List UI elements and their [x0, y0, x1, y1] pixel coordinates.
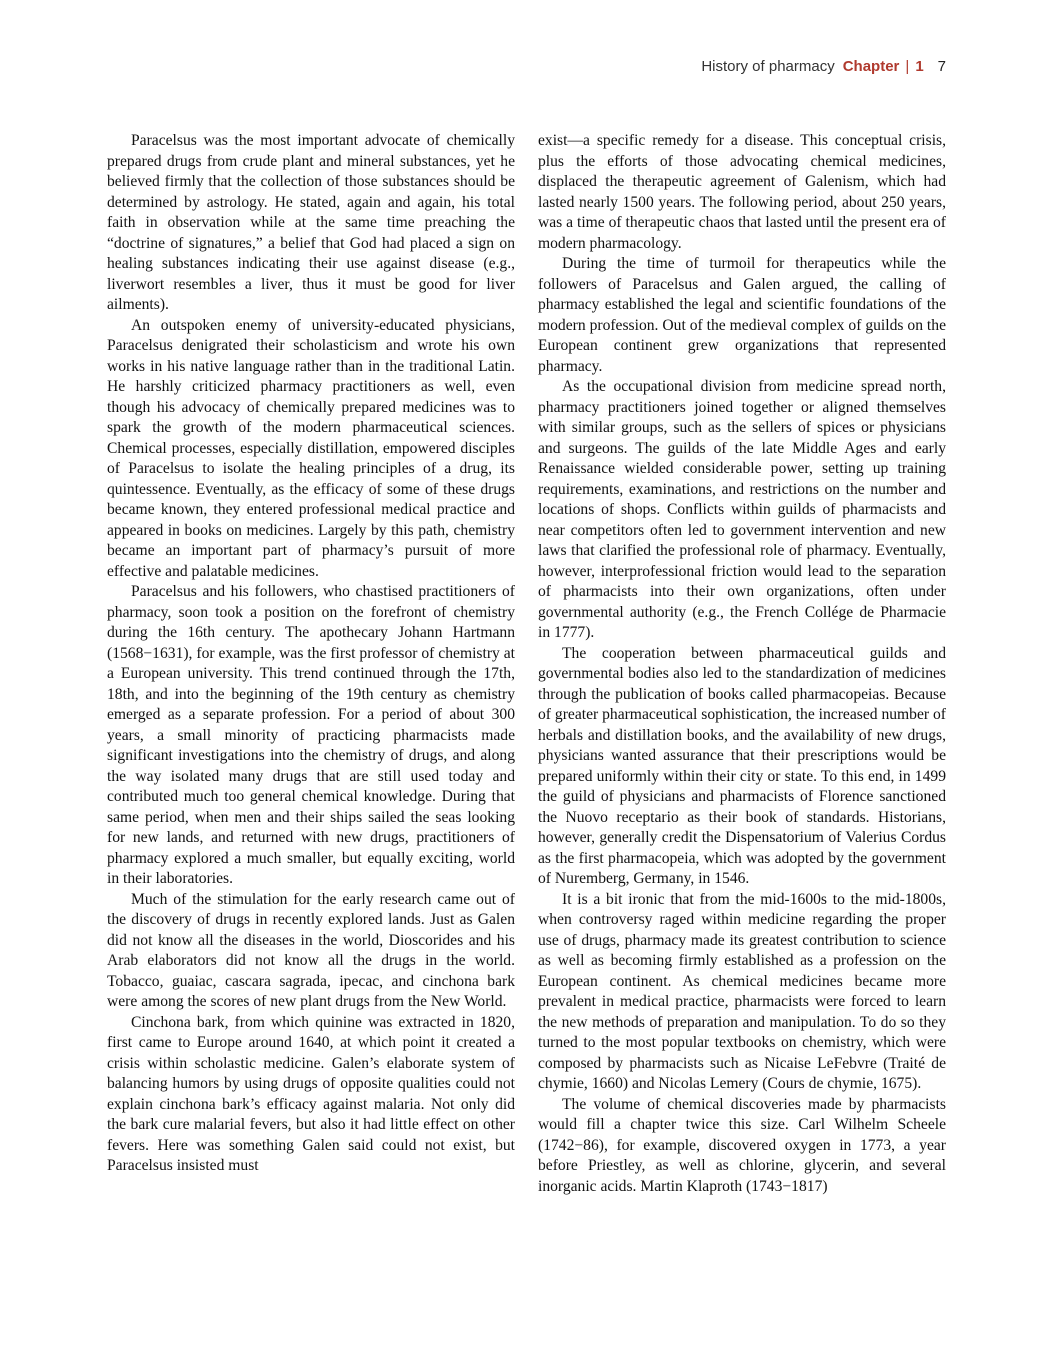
page-number: 7 [937, 58, 946, 75]
running-head [701, 58, 946, 75]
running-head-section: History of pharmacy [701, 58, 835, 75]
paragraph-continued: exist—a specific remedy for a disease. This conceptual crisis, plus the efforts of those advocating chemical medicines, displaced the therapeutic agreement of Galenism, which had lasted nearly 1500 years. The following period, about 250 years, was a time of therapeutic chaos that lasted until the present era of modern pharmacology. [538, 132, 946, 252]
paragraph: The cooperation between pharmaceutical guilds and governmental bodies also led to the standardization of medicines through the publication of books called pharmacopeias. Because of greater pharmaceutical sophistication, the increased number of herbals and distillation books, and the availability of new drugs, physicians wanted assurance that their prescriptions would be prepared uniformly within their city or state. To this end, in 1499 the guild of physicians and pharmacists of Florence sanctioned the Nuovo receptario as their book of standards. Historians, however, generally credit the Dispensatorium of Valerius Cordus as the first pharmacopeia, which was adopted by the government of Nuremberg, Germany, in 1546. [538, 644, 946, 887]
running-head-separator: | [905, 58, 910, 75]
running-head-chapter-label: Chapter [842, 58, 900, 75]
paragraph: As the occupational division from medicine spread north, pharmacy practitioners joined together or aligned themselves with similar groups, such as the sellers of spices or physicians and surgeons. The guilds of the late Middle Ages and early Renaissance wielded considerable power, setting up training requirements, examinations, and restrictions on the number and locations of shops. Conflicts within guilds of pharmacists and near competitors often led to government intervention and new laws that clarified the professional role of pharmacy. Eventually, however, interprofessional friction would lead to the separation of pharmacists into their own organizations, often under governmental authority (e.g., the French Collége de Pharmacie in 1777). [538, 378, 946, 641]
right-text-column [538, 131, 946, 1197]
paragraph: During the time of turmoil for therapeutics while the followers of Paracelsus and Galen argued, the calling of pharmacy established the legal and scientific foundations of the modern profession. Out of the medieval complex of guilds on the European continent grew organizations that represented pharmacy. [538, 255, 946, 375]
running-head-chapter-number: 1 [915, 58, 924, 75]
paragraph: An outspoken enemy of university-educated physicians, Paracelsus denigrated their scholasticism and wrote his own works in his native language rather than in the traditional Latin. He harshly criticized pharmacy practitioners as well, even though his advocacy of chemically prepared medicines was to spark the growth of the modern pharmaceutical sciences. Chemical processes, especially distillation, empowered disciples of Paracelsus to isolate the healing principles of a drug, its quintessence. Eventually, as the efficacy of some of these drugs became known, they entered professional medical practice and appeared in books on medicines. Largely by this path, chemistry became an important part of pharmacy’s pursuit of more effective and palatable medicines. [107, 316, 515, 580]
paragraph: Cinchona bark, from which quinine was extracted in 1820, first came to Europe around 1640, at which point it created a crisis within scholastic medicine. Galen’s elaborate system of balancing humors by using drugs of opposite qualities could not explain cinchona bark’s efficacy against malaria. Not only did the bark cure malarial fevers, but also it had little effect on other fevers. Here was something Galen said could not exist, but Paracelsus insisted must [107, 1013, 515, 1174]
paragraph: The volume of chemical discoveries made by pharmacists would fill a chapter twice this size. Carl Wilhelm Scheele (1742−86), for example, discovered oxygen in 1773, a year before Priestley, as well as chlorine, glycerin, and several inorganic acids. Martin Klaproth (1743−1817) [538, 1095, 946, 1195]
paragraph: Paracelsus was the most important advocate of chemically prepared drugs from crude plant and mineral substances, yet he believed firmly that the collection of those substances should be determined by astrology. He stated, again and again, his total faith in observation while at the same time preaching the “doctrine of signatures,” a belief that God had placed a sign on healing substances indicating their use against disease (e.g., liverwort resembles a liver, thus it must be good for liver ailments). [107, 132, 515, 313]
paragraph: Paracelsus and his followers, who chastised practitioners of pharmacy, soon took a position on the forefront of chemistry during the 16th century. The apothecary Johann Hartmann (1568−1631), for example, was the first professor of chemistry at a European university. This trend continued through the 17th, 18th, and into the beginning of the 19th century as chemistry emerged as a separate profession. For a period of about 300 years, a small minority of practicing pharmacists made significant investigations into the chemistry of drugs, and along the way isolated many drugs that are still used today and contributed much too general chemical knowledge. During that same period, when men and their ships sailed the seas looking for new lands, and returned with new drugs, practitioners of pharmacy explored a much smaller, but equally exciting, world in their laboratories. [107, 583, 515, 887]
paragraph: Much of the stimulation for the early research came out of the discovery of drugs in recently explored lands. Just as Galen did not know all the diseases in the world, Dioscorides and his Arab elaborators did not know all the drugs in the world. Tobacco, guaiac, cascara sagrada, ipecac, and cinchona bark were among the scores of new plant drugs from the New World. [107, 890, 515, 1010]
left-text-column [107, 131, 515, 1177]
paragraph: It is a bit ironic that from the mid-1600s to the mid-1800s, when controversy raged within medicine regarding the proper use of drugs, pharmacy made its greatest contribution to science as well as becoming firmly established as a profession on the European continent. As chemical medicines became more prevalent in medical practice, pharmacists were forced to learn the new methods of preparation and manipulation. To do so they turned to the most popular textbooks on chemistry, which were composed by pharmacists such as Nicaise LeFebvre (Traité de chymie, 1660) and Nicolas Lemery (Cours de chymie, 1675). [538, 890, 946, 1092]
